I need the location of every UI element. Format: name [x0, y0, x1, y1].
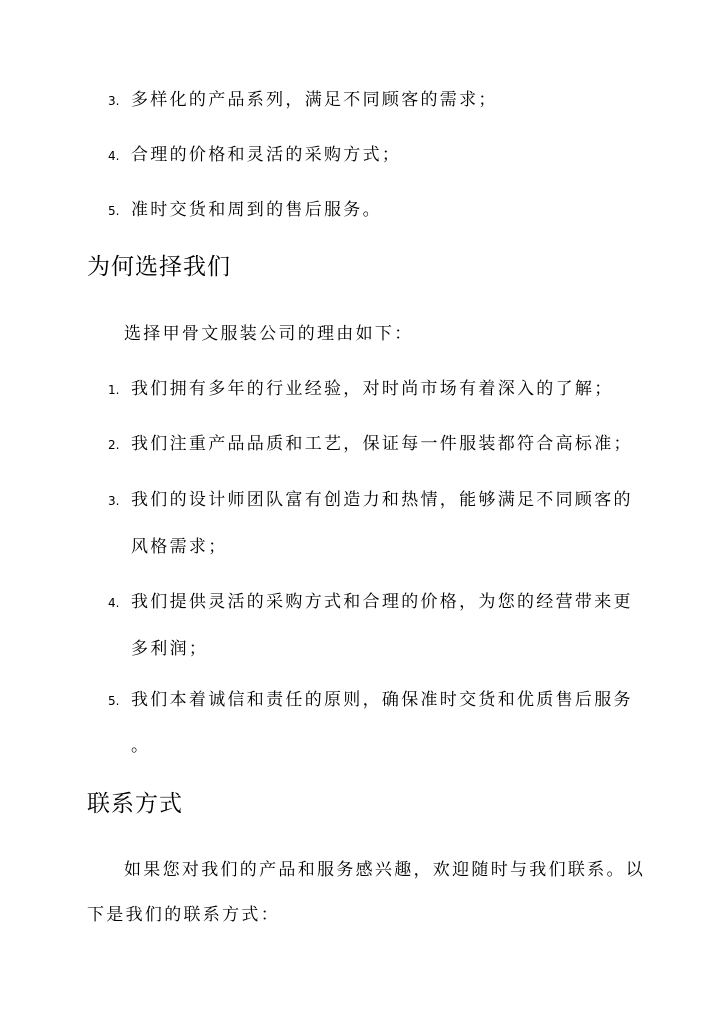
list-text: 我们拥有多年的行业经验，对时尚市场有着深入的了解； — [131, 379, 614, 399]
list-number: 4. — [108, 149, 120, 163]
list-number: 5. — [108, 694, 120, 708]
list-number: 3. — [108, 494, 120, 508]
section-intro: 选择甲骨文服装公司的理由如下： — [124, 324, 414, 344]
list-number: 4. — [108, 596, 120, 610]
list-number: 5. — [108, 204, 120, 218]
list-text-continuation: 。 — [131, 736, 151, 756]
list-text: 我们本着诚信和责任的原则，确保准时交货和优质售后服务 — [131, 690, 633, 710]
list-text: 准时交货和周到的售后服务。 — [131, 200, 382, 220]
section-heading-contact: 联系方式 — [87, 791, 183, 817]
list-text: 我们提供灵活的采购方式和合理的价格，为您的经营带来更 — [131, 592, 633, 612]
list-text: 我们的设计师团队富有创造力和热情，能够满足不同顾客的 — [131, 490, 633, 510]
section-heading-why: 为何选择我们 — [87, 254, 231, 280]
list-text-continuation: 风格需求； — [131, 537, 228, 557]
list-number: 1. — [108, 383, 120, 397]
list-number: 3. — [108, 94, 120, 108]
list-text: 合理的价格和灵活的采购方式； — [131, 145, 402, 165]
contact-paragraph-line-2: 下是我们的联系方式： — [87, 905, 280, 925]
list-text: 多样化的产品系列，满足不同顾客的需求； — [131, 90, 498, 110]
list-number: 2. — [108, 438, 120, 452]
list-text: 我们注重产品品质和工艺，保证每一件服装都符合高标准； — [131, 434, 633, 454]
list-text-continuation: 多利润； — [131, 639, 209, 659]
contact-paragraph-line-1: 如果您对我们的产品和服务感兴趣，欢迎随时与我们联系。以 — [124, 860, 646, 880]
